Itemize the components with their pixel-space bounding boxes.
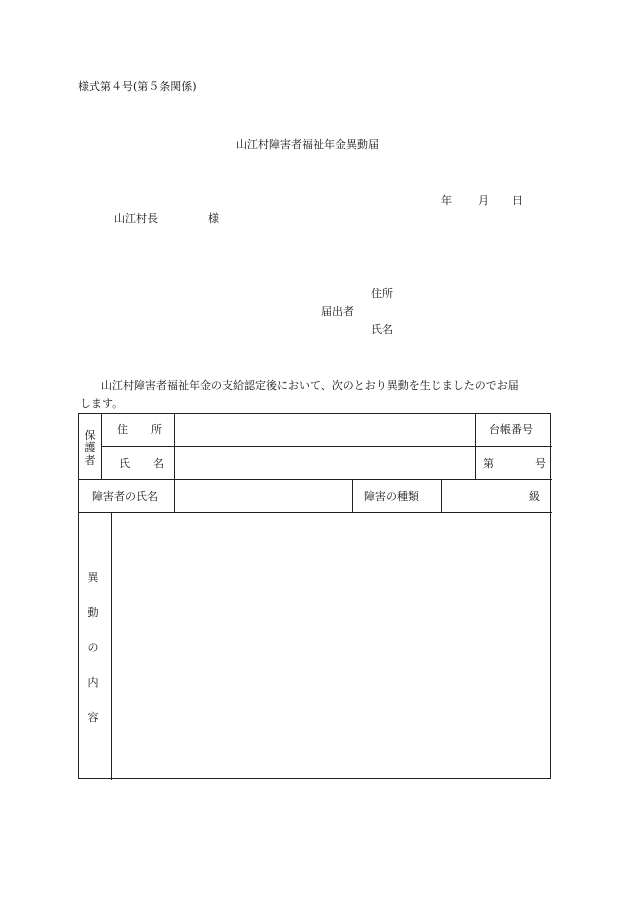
notifier-address-label: 住所: [371, 287, 393, 300]
body-text-line2: します。: [80, 397, 124, 410]
addressee-name: 山江村長: [114, 212, 158, 225]
disability-grade-suffix: 級: [529, 490, 540, 503]
date-month-label: 月: [478, 194, 489, 207]
notifier-label: 届出者: [321, 305, 354, 318]
document-title: 山江村障害者福祉年金異動届: [236, 138, 379, 151]
guardian-name-label-char: 氏: [119, 457, 130, 470]
guardian-char: 者: [84, 454, 96, 467]
change-content-char: 容: [87, 711, 99, 724]
notifier-name-label: 氏名: [371, 323, 393, 336]
ledger-number-field[interactable]: [499, 448, 529, 478]
disability-type-divider-left: [352, 479, 353, 512]
disability-grade-field[interactable]: [442, 481, 522, 511]
ledger-number-label: 台帳番号: [489, 423, 533, 436]
guardian-column-divider: [101, 414, 102, 479]
row-divider-guardian: [101, 446, 552, 447]
body-text-line1: 山江村障害者福祉年金の支給認定後において、次のとおり異動を生じましたのでお届: [101, 379, 519, 392]
ledger-number-prefix: 第: [483, 457, 494, 470]
disabled-name-label: 障害者の氏名: [92, 490, 158, 503]
addressee-honorific: 様: [208, 212, 219, 225]
guardian-address-label-char: 住: [117, 423, 128, 436]
change-content-char: 動: [87, 606, 99, 619]
change-content-char: 内: [87, 676, 99, 689]
guardian-name-field[interactable]: [175, 448, 474, 478]
change-form-table: [78, 413, 551, 779]
row-divider-1: [79, 479, 552, 480]
guardian-address-field[interactable]: [175, 415, 474, 445]
row-divider-2: [79, 512, 552, 513]
disability-type-label: 障害の種類: [364, 490, 419, 503]
date-year-label: 年: [441, 194, 452, 207]
ledger-number-suffix: 号: [535, 457, 546, 470]
change-content-divider: [111, 512, 112, 780]
guardian-char: 護: [84, 441, 96, 454]
guardian-char: 保: [84, 429, 96, 442]
ledger-column-divider: [475, 414, 476, 479]
form-number: 様式第４号(第５条関係): [78, 80, 197, 93]
date-day-label: 日: [512, 194, 523, 207]
change-content-field[interactable]: [113, 514, 550, 778]
guardian-address-label-char: 所: [151, 423, 162, 436]
change-content-char: の: [87, 641, 99, 654]
disabled-name-field[interactable]: [175, 481, 351, 511]
guardian-name-label-char: 名: [153, 457, 164, 470]
change-content-char: 異: [87, 571, 99, 584]
